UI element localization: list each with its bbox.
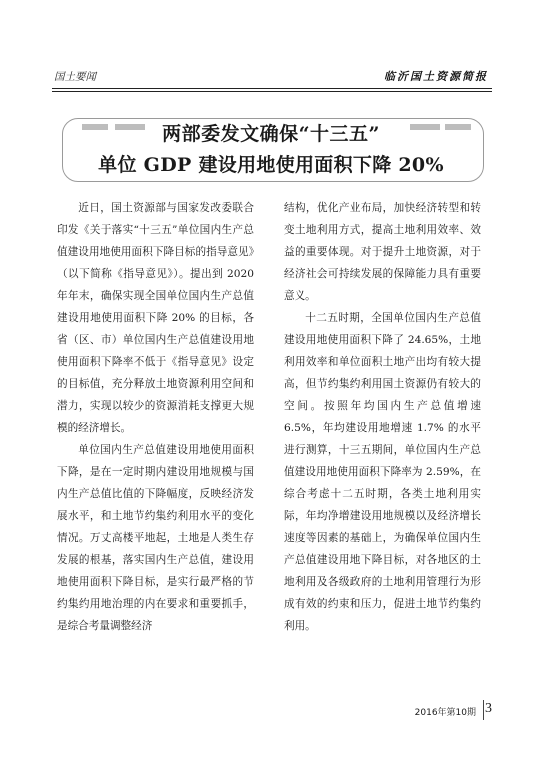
section-label: 国土要闻 xyxy=(54,71,96,83)
body-column-left xyxy=(57,197,254,637)
header-rule xyxy=(52,88,492,89)
paragraph: 单位国内生产总值建设用地使用面积下降，是在一定时期内建设用地规模与国内生产总值比值的下降幅度，反映经济发展水平，和土地节约集约利用水平的变化情况。万丈高楼平地起，土地是人类生存发展的根基，落实国内生产总值，建设用地使用面积下降目标，是实行最严格的节约集约用地治理的内在要求和重要抓手，是综合考量调整经济 xyxy=(57,444,254,632)
article-title-line2: 单位 GDP 建设用地使用面积下降 20% xyxy=(98,154,444,176)
header-rule-thin xyxy=(52,91,492,92)
paragraph: 结构，优化产业布局，加快经济转型和转变土地利用方式，提高土地利用效率、效益的重要体现。对于提升土地资源，对于经济社会可持续发展的保障能力具有重要意义。 xyxy=(284,202,481,302)
page-footer xyxy=(0,700,542,722)
body-column-right xyxy=(284,197,481,637)
journal-title: 临沂国土资源简报 xyxy=(384,70,488,83)
paragraph: 十二五时期，全国单位国内生产总值建设用地使用面积下降了 24.65%，土地利用效率和单位面积土地产出均有较大提高，但节约集约利用国土资源仍有较大的空间。按照年均国内生产总值增速 6.5%，年均建设用地增速 1.7% 的水平进行测算，十三五期间，单位国内生产总值建设用地使用面积下降率为 2.59%，在综合考虑十二五时期，各类土地利用实际，年均净增建设用地规模以及经济增长速度等因素的基础上，为确保单位国内生产总值建设用地下降目标，对各地区的土地利用及各级政府的土地利用管理行为形成有效的约束和压力，促进土地节约集约利用。 xyxy=(284,312,481,632)
issue-label: 2016年第10期 xyxy=(414,708,476,718)
running-header xyxy=(52,68,492,86)
paragraph: 近日，国土资源部与国家发改委联合印发《关于落实“十三五”单位国内生产总值建设用地使用面积下降目标的指导意见》（以下简称《指导意见》）。提出到 2020 年年末，确保实现全国单位国内生产总值建设用地使用面积下降 20% 的目标，各省（区、市）单位国内生产总值建设用地使用面积下降率不低于《指导意见》设定的目标值，充分释放土地资源利用空间和潜力，实现以较少的资源消耗支撑更大规模的经济增长。 xyxy=(57,202,254,434)
footer-divider xyxy=(483,700,484,720)
page-number: 3 xyxy=(485,701,492,716)
article-title-line1: 两部委发文确保“十三五” xyxy=(162,123,380,145)
